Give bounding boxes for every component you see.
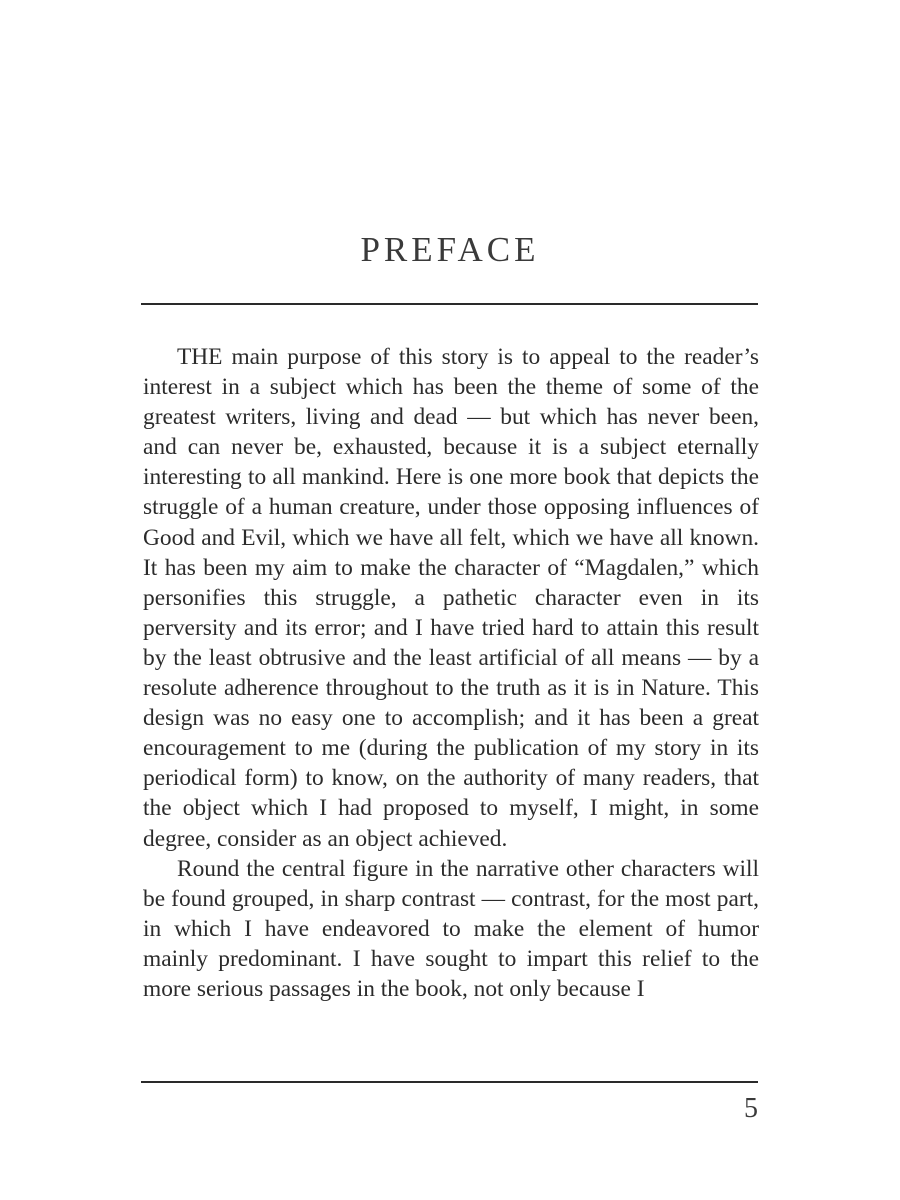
paragraph: Round the central figure in the narrative other characters will be found grouped, in sharp contrast — contrast, for the most part, in which I have endeavored to make the element of humor mainly predominant. I have sought to impart this relief to the more serious passages in the book, not only because I [143,855,759,1002]
preface-body [143,342,759,1004]
paragraph: THE main purpose of this story is to appeal to the reader’s interest in a subject which has been the theme of some of the greatest writers, living and dead — but which has never been, and can never be, exhausted, because it is a subject eternally interesting to all mankind. Here is one more book that depicts the struggle of a human creature, under those opposing influences of Good and Evil, which we have all felt, which we have all known. It has been my aim to make the character of “Magdalen,” which personifies this struggle, a pathetic character even in its perversity and its error; and I have tried hard to attain this result by the least obtrusive and the least artificial of all means — by a resolute adherence throughout to the truth as it is in Nature. This design was no easy one to accomplish; and it has been a great encouragement to me (during the publication of my story in its periodical form) to know, on the authority of many readers, that the object which I had proposed to myself, I might, in some degree, consider as an object achieved. [143,344,759,852]
page-number: 5 [744,1093,758,1124]
top-rule [141,303,758,305]
page-title: PREFACE [360,230,540,269]
bottom-rule [141,1081,758,1083]
